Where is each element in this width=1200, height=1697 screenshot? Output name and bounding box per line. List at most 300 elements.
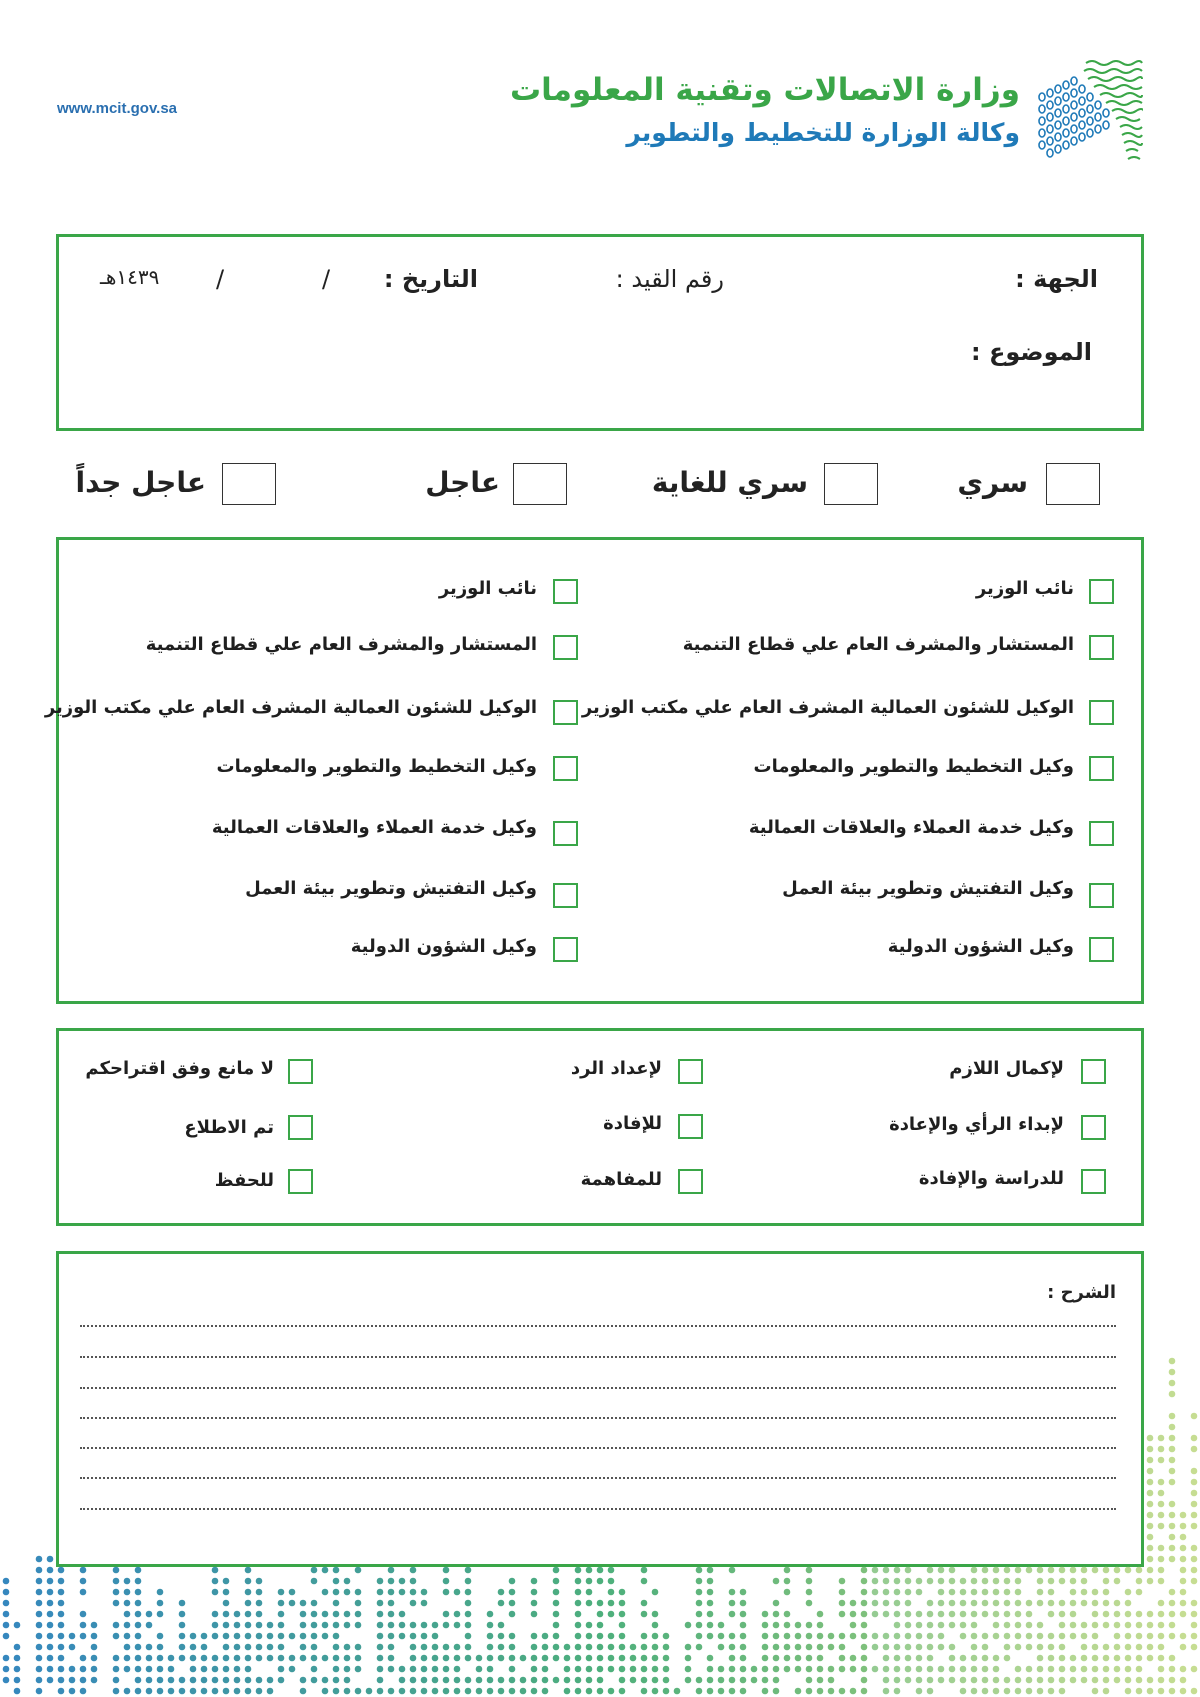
pattern-dot bbox=[1147, 1677, 1154, 1684]
pattern-dot bbox=[498, 1633, 505, 1640]
pattern-dot bbox=[685, 1644, 692, 1651]
pattern-dot bbox=[1169, 1688, 1176, 1695]
pattern-dot bbox=[135, 1633, 142, 1640]
pattern-dot bbox=[850, 1611, 857, 1618]
pattern-dot bbox=[575, 1567, 582, 1574]
recipient-left-checkbox[interactable] bbox=[553, 700, 578, 725]
recipient-right-label: المستشار والمشرف العام علي قطاع التنمية bbox=[682, 634, 1074, 655]
recipient-right-checkbox[interactable] bbox=[1089, 937, 1114, 962]
pattern-dot bbox=[69, 1666, 76, 1673]
pattern-dot bbox=[740, 1677, 747, 1684]
pattern-dot bbox=[586, 1633, 593, 1640]
pattern-dot bbox=[146, 1644, 153, 1651]
pattern-dot bbox=[465, 1677, 472, 1684]
pattern-dot bbox=[410, 1666, 417, 1673]
pattern-dot bbox=[267, 1633, 274, 1640]
pattern-dot bbox=[234, 1655, 241, 1662]
pattern-dot bbox=[1191, 1578, 1198, 1585]
recipient-left-checkbox[interactable] bbox=[553, 821, 578, 846]
pattern-dot bbox=[245, 1589, 252, 1596]
pattern-dot bbox=[300, 1622, 307, 1629]
pattern-dot bbox=[377, 1578, 384, 1585]
pattern-dot bbox=[883, 1589, 890, 1596]
pattern-dot bbox=[784, 1578, 791, 1585]
pattern-dot bbox=[894, 1666, 901, 1673]
pattern-dot bbox=[212, 1611, 219, 1618]
pattern-dot bbox=[366, 1688, 373, 1695]
pattern-dot bbox=[817, 1611, 824, 1618]
pattern-dot bbox=[564, 1644, 571, 1651]
pattern-dot bbox=[410, 1622, 417, 1629]
pattern-dot bbox=[542, 1688, 549, 1695]
action-right-label: للدراسة والإفادة bbox=[918, 1168, 1064, 1189]
pattern-dot bbox=[1136, 1633, 1143, 1640]
classification-secret-box[interactable] bbox=[1046, 463, 1100, 505]
recipient-right-checkbox[interactable] bbox=[1089, 579, 1114, 604]
pattern-dot bbox=[1147, 1490, 1154, 1497]
pattern-dot bbox=[113, 1666, 120, 1673]
recipient-left-label: وكيل التفتيش وتطوير بيئة العمل bbox=[245, 878, 537, 899]
recipient-left-checkbox[interactable] bbox=[553, 579, 578, 604]
pattern-dot bbox=[113, 1655, 120, 1662]
pattern-dot bbox=[124, 1688, 131, 1695]
pattern-dot bbox=[1147, 1633, 1154, 1640]
pattern-dot bbox=[223, 1677, 230, 1684]
pattern-dot bbox=[311, 1666, 318, 1673]
pattern-dot bbox=[355, 1655, 362, 1662]
pattern-dot bbox=[553, 1633, 560, 1640]
pattern-dot bbox=[1059, 1655, 1066, 1662]
pattern-dot bbox=[905, 1622, 912, 1629]
date-slash-2: / bbox=[216, 265, 225, 293]
pattern-dot bbox=[1070, 1611, 1077, 1618]
pattern-dot bbox=[685, 1666, 692, 1673]
pattern-dot bbox=[1169, 1655, 1176, 1662]
pattern-dot bbox=[586, 1666, 593, 1673]
pattern-dot bbox=[344, 1688, 351, 1695]
recipient-right-checkbox[interactable] bbox=[1089, 883, 1114, 908]
pattern-dot bbox=[289, 1589, 296, 1596]
pattern-dot bbox=[806, 1655, 813, 1662]
pattern-dot bbox=[135, 1611, 142, 1618]
pattern-dot bbox=[80, 1567, 87, 1574]
pattern-dot bbox=[1191, 1413, 1198, 1420]
pattern-dot bbox=[124, 1611, 131, 1618]
pattern-dot bbox=[498, 1677, 505, 1684]
pattern-dot bbox=[1070, 1567, 1077, 1574]
pattern-dot bbox=[1180, 1600, 1187, 1607]
pattern-dot bbox=[718, 1622, 725, 1629]
pattern-dot bbox=[36, 1567, 43, 1574]
pattern-dot bbox=[520, 1688, 527, 1695]
pattern-dot bbox=[256, 1589, 263, 1596]
pattern-dot bbox=[1103, 1589, 1110, 1596]
pattern-dot bbox=[905, 1633, 912, 1640]
pattern-dot bbox=[894, 1633, 901, 1640]
pattern-dot bbox=[916, 1644, 923, 1651]
pattern-dot bbox=[432, 1655, 439, 1662]
pattern-dot bbox=[256, 1611, 263, 1618]
pattern-dot bbox=[927, 1611, 934, 1618]
recipient-right-checkbox[interactable] bbox=[1089, 700, 1114, 725]
action-left-checkbox[interactable] bbox=[288, 1169, 313, 1194]
pattern-dot bbox=[1191, 1567, 1198, 1574]
pattern-dot bbox=[806, 1622, 813, 1629]
pattern-dot bbox=[47, 1644, 54, 1651]
pattern-dot bbox=[894, 1589, 901, 1596]
pattern-dot bbox=[355, 1611, 362, 1618]
pattern-dot bbox=[861, 1644, 868, 1651]
pattern-dot bbox=[1147, 1688, 1154, 1695]
recipient-left-checkbox[interactable] bbox=[553, 756, 578, 781]
pattern-dot bbox=[850, 1666, 857, 1673]
pattern-dot bbox=[223, 1578, 230, 1585]
pattern-dot bbox=[531, 1666, 538, 1673]
pattern-dot bbox=[1180, 1556, 1187, 1563]
recipient-left-checkbox[interactable] bbox=[553, 635, 578, 660]
action-middle-checkbox[interactable] bbox=[678, 1059, 703, 1084]
pattern-dot bbox=[960, 1666, 967, 1673]
pattern-dot bbox=[949, 1622, 956, 1629]
pattern-dot bbox=[1114, 1666, 1121, 1673]
pattern-dot bbox=[1004, 1589, 1011, 1596]
pattern-dot bbox=[1169, 1534, 1176, 1541]
pattern-dot bbox=[47, 1578, 54, 1585]
pattern-dot bbox=[531, 1677, 538, 1684]
pattern-dot bbox=[333, 1622, 340, 1629]
pattern-dot bbox=[1191, 1633, 1198, 1640]
pattern-dot bbox=[729, 1611, 736, 1618]
action-left-checkbox[interactable] bbox=[288, 1059, 313, 1084]
pattern-dot bbox=[1180, 1589, 1187, 1596]
decorative-dot-pattern bbox=[0, 1330, 1200, 1697]
pattern-dot bbox=[311, 1677, 318, 1684]
ministry-name: وزارة الاتصالات وتقنية المعلومات bbox=[510, 72, 1020, 108]
pattern-dot bbox=[597, 1633, 604, 1640]
pattern-dot bbox=[850, 1622, 857, 1629]
pattern-dot bbox=[1147, 1655, 1154, 1662]
pattern-dot bbox=[762, 1622, 769, 1629]
pattern-dot bbox=[399, 1633, 406, 1640]
pattern-dot bbox=[1092, 1611, 1099, 1618]
pattern-dot bbox=[773, 1622, 780, 1629]
pattern-dot bbox=[487, 1644, 494, 1651]
recipient-right-checkbox[interactable] bbox=[1089, 635, 1114, 660]
pattern-dot bbox=[135, 1677, 142, 1684]
pattern-dot bbox=[69, 1644, 76, 1651]
pattern-dot bbox=[949, 1611, 956, 1618]
pattern-dot bbox=[157, 1666, 164, 1673]
pattern-dot bbox=[905, 1567, 912, 1574]
pattern-dot bbox=[641, 1600, 648, 1607]
pattern-dot bbox=[762, 1688, 769, 1695]
pattern-dot bbox=[1004, 1567, 1011, 1574]
pattern-dot bbox=[993, 1677, 1000, 1684]
pattern-dot bbox=[300, 1600, 307, 1607]
pattern-dot bbox=[509, 1655, 516, 1662]
pattern-dot bbox=[927, 1688, 934, 1695]
pattern-dot bbox=[344, 1666, 351, 1673]
pattern-dot bbox=[1114, 1633, 1121, 1640]
pattern-dot bbox=[1026, 1644, 1033, 1651]
recipient-right-checkbox[interactable] bbox=[1089, 821, 1114, 846]
pattern-dot bbox=[1180, 1512, 1187, 1519]
pattern-dot bbox=[1092, 1633, 1099, 1640]
pattern-dot bbox=[465, 1611, 472, 1618]
pattern-dot bbox=[850, 1600, 857, 1607]
pattern-dot bbox=[355, 1666, 362, 1673]
action-right-checkbox[interactable] bbox=[1081, 1115, 1106, 1140]
pattern-dot bbox=[971, 1600, 978, 1607]
pattern-dot bbox=[696, 1600, 703, 1607]
pattern-dot bbox=[1169, 1622, 1176, 1629]
pattern-dot bbox=[278, 1677, 285, 1684]
notes-line[interactable] bbox=[80, 1325, 1116, 1327]
pattern-dot bbox=[1180, 1644, 1187, 1651]
pattern-dot bbox=[388, 1578, 395, 1585]
pattern-dot bbox=[179, 1633, 186, 1640]
recipient-right-checkbox[interactable] bbox=[1089, 756, 1114, 781]
pattern-dot bbox=[619, 1589, 626, 1596]
pattern-dot bbox=[113, 1677, 120, 1684]
recipient-left-checkbox[interactable] bbox=[553, 937, 578, 962]
pattern-dot bbox=[498, 1600, 505, 1607]
pattern-dot bbox=[993, 1589, 1000, 1596]
pattern-dot bbox=[465, 1600, 472, 1607]
pattern-dot bbox=[443, 1677, 450, 1684]
pattern-dot bbox=[817, 1677, 824, 1684]
pattern-dot bbox=[1070, 1578, 1077, 1585]
pattern-dot bbox=[1158, 1622, 1165, 1629]
pattern-dot bbox=[1191, 1666, 1198, 1673]
pattern-dot bbox=[619, 1655, 626, 1662]
pattern-dot bbox=[1191, 1468, 1198, 1475]
pattern-dot bbox=[454, 1644, 461, 1651]
pattern-dot bbox=[421, 1677, 428, 1684]
pattern-dot bbox=[1048, 1600, 1055, 1607]
pattern-dot bbox=[1103, 1644, 1110, 1651]
pattern-dot bbox=[157, 1644, 164, 1651]
pattern-dot bbox=[201, 1644, 208, 1651]
pattern-dot bbox=[157, 1677, 164, 1684]
pattern-dot bbox=[850, 1655, 857, 1662]
pattern-dot bbox=[1136, 1578, 1143, 1585]
pattern-dot bbox=[256, 1688, 263, 1695]
pattern-dot bbox=[421, 1633, 428, 1640]
pattern-dot bbox=[707, 1622, 714, 1629]
pattern-dot bbox=[168, 1666, 175, 1673]
pattern-dot bbox=[949, 1644, 956, 1651]
pattern-dot bbox=[707, 1677, 714, 1684]
pattern-dot bbox=[795, 1666, 802, 1673]
recipient-left-label: وكيل التخطيط والتطوير والمعلومات bbox=[216, 756, 537, 777]
pattern-dot bbox=[234, 1688, 241, 1695]
pattern-dot bbox=[80, 1589, 87, 1596]
pattern-dot bbox=[905, 1611, 912, 1618]
pattern-dot bbox=[1147, 1479, 1154, 1486]
pattern-dot bbox=[696, 1677, 703, 1684]
pattern-dot bbox=[696, 1578, 703, 1585]
registration-label: رقم القيد : bbox=[615, 265, 724, 293]
pattern-dot bbox=[58, 1622, 65, 1629]
pattern-dot bbox=[223, 1655, 230, 1662]
pattern-dot bbox=[762, 1677, 769, 1684]
date-year: ١٤٣٩هـ bbox=[100, 265, 160, 289]
pattern-dot bbox=[234, 1666, 241, 1673]
pattern-dot bbox=[1092, 1567, 1099, 1574]
pattern-dot bbox=[916, 1633, 923, 1640]
classification-very-urgent-box[interactable] bbox=[222, 463, 276, 505]
pattern-dot bbox=[58, 1578, 65, 1585]
pattern-dot bbox=[938, 1578, 945, 1585]
website-url[interactable]: www.mcit.gov.sa bbox=[57, 100, 178, 117]
pattern-dot bbox=[157, 1655, 164, 1662]
pattern-dot bbox=[773, 1688, 780, 1695]
pattern-dot bbox=[1081, 1589, 1088, 1596]
pattern-dot bbox=[135, 1655, 142, 1662]
pattern-dot bbox=[883, 1600, 890, 1607]
pattern-dot bbox=[1147, 1446, 1154, 1453]
pattern-dot bbox=[597, 1644, 604, 1651]
pattern-dot bbox=[377, 1589, 384, 1596]
pattern-dot bbox=[729, 1589, 736, 1596]
pattern-dot bbox=[157, 1688, 164, 1695]
pattern-dot bbox=[927, 1578, 934, 1585]
pattern-dot bbox=[839, 1688, 846, 1695]
pattern-dot bbox=[630, 1677, 637, 1684]
pattern-dot bbox=[1169, 1600, 1176, 1607]
pattern-dot bbox=[1070, 1600, 1077, 1607]
pattern-dot bbox=[993, 1633, 1000, 1640]
pattern-dot bbox=[1158, 1655, 1165, 1662]
pattern-dot bbox=[157, 1611, 164, 1618]
action-left-checkbox[interactable] bbox=[288, 1115, 313, 1140]
pattern-dot bbox=[190, 1666, 197, 1673]
pattern-dot bbox=[1158, 1523, 1165, 1530]
pattern-dot bbox=[399, 1622, 406, 1629]
pattern-dot bbox=[1037, 1600, 1044, 1607]
pattern-dot bbox=[971, 1611, 978, 1618]
pattern-dot bbox=[696, 1567, 703, 1574]
pattern-dot bbox=[311, 1622, 318, 1629]
pattern-dot bbox=[608, 1578, 615, 1585]
pattern-dot bbox=[69, 1688, 76, 1695]
pattern-dot bbox=[1191, 1600, 1198, 1607]
pattern-dot bbox=[201, 1666, 208, 1673]
pattern-dot bbox=[916, 1655, 923, 1662]
pattern-dot bbox=[696, 1622, 703, 1629]
pattern-dot bbox=[872, 1578, 879, 1585]
action-left-label: للحفظ bbox=[214, 1170, 274, 1191]
pattern-dot bbox=[652, 1633, 659, 1640]
pattern-dot bbox=[487, 1666, 494, 1673]
pattern-dot bbox=[388, 1600, 395, 1607]
pattern-dot bbox=[333, 1688, 340, 1695]
pattern-dot bbox=[355, 1567, 362, 1574]
pattern-dot bbox=[135, 1644, 142, 1651]
pattern-dot bbox=[377, 1666, 384, 1673]
pattern-dot bbox=[872, 1589, 879, 1596]
action-middle-checkbox[interactable] bbox=[678, 1114, 703, 1139]
pattern-dot bbox=[399, 1666, 406, 1673]
pattern-dot bbox=[1048, 1677, 1055, 1684]
pattern-dot bbox=[443, 1666, 450, 1673]
pattern-dot bbox=[839, 1611, 846, 1618]
pattern-dot bbox=[740, 1600, 747, 1607]
pattern-dot bbox=[586, 1567, 593, 1574]
pattern-dot bbox=[289, 1600, 296, 1607]
pattern-dot bbox=[707, 1567, 714, 1574]
pattern-dot bbox=[498, 1644, 505, 1651]
pattern-dot bbox=[1048, 1567, 1055, 1574]
pattern-dot bbox=[58, 1655, 65, 1662]
pattern-dot bbox=[916, 1688, 923, 1695]
pattern-dot bbox=[465, 1633, 472, 1640]
recipient-left-label: وكيل الشؤون الدولية bbox=[350, 936, 537, 957]
pattern-dot bbox=[344, 1644, 351, 1651]
pattern-dot bbox=[179, 1677, 186, 1684]
pattern-dot bbox=[740, 1644, 747, 1651]
classification-urgent-box[interactable] bbox=[513, 463, 567, 505]
pattern-dot bbox=[1004, 1622, 1011, 1629]
pattern-dot bbox=[1103, 1677, 1110, 1684]
pattern-dot bbox=[795, 1633, 802, 1640]
pattern-dot bbox=[971, 1688, 978, 1695]
pattern-dot bbox=[388, 1622, 395, 1629]
pattern-dot bbox=[454, 1622, 461, 1629]
pattern-dot bbox=[1125, 1633, 1132, 1640]
pattern-dot bbox=[432, 1688, 439, 1695]
pattern-dot bbox=[531, 1688, 538, 1695]
pattern-dot bbox=[1059, 1578, 1066, 1585]
pattern-dot bbox=[245, 1677, 252, 1684]
action-right-checkbox[interactable] bbox=[1081, 1169, 1106, 1194]
pattern-dot bbox=[1059, 1688, 1066, 1695]
pattern-dot bbox=[1070, 1589, 1077, 1596]
pattern-dot bbox=[377, 1611, 384, 1618]
pattern-dot bbox=[1048, 1589, 1055, 1596]
pattern-dot bbox=[1147, 1567, 1154, 1574]
action-middle-checkbox[interactable] bbox=[678, 1169, 703, 1194]
pattern-dot bbox=[1092, 1666, 1099, 1673]
pattern-dot bbox=[597, 1666, 604, 1673]
pattern-dot bbox=[311, 1567, 318, 1574]
pattern-dot bbox=[223, 1666, 230, 1673]
recipient-right-label: وكيل خدمة العملاء والعلاقات العمالية bbox=[748, 817, 1074, 838]
pattern-dot bbox=[245, 1688, 252, 1695]
pattern-dot bbox=[696, 1633, 703, 1640]
pattern-dot bbox=[1169, 1512, 1176, 1519]
pattern-dot bbox=[872, 1633, 879, 1640]
pattern-dot bbox=[245, 1600, 252, 1607]
pattern-dot bbox=[740, 1633, 747, 1640]
pattern-dot bbox=[1015, 1622, 1022, 1629]
pattern-dot bbox=[1158, 1666, 1165, 1673]
pattern-dot bbox=[223, 1611, 230, 1618]
pattern-dot bbox=[201, 1677, 208, 1684]
pattern-dot bbox=[1158, 1633, 1165, 1640]
pattern-dot bbox=[1158, 1512, 1165, 1519]
pattern-dot bbox=[597, 1611, 604, 1618]
recipient-left-checkbox[interactable] bbox=[553, 883, 578, 908]
action-right-checkbox[interactable] bbox=[1081, 1059, 1106, 1084]
pattern-dot bbox=[278, 1644, 285, 1651]
pattern-dot bbox=[113, 1567, 120, 1574]
pattern-dot bbox=[861, 1600, 868, 1607]
pattern-dot bbox=[245, 1622, 252, 1629]
pattern-dot bbox=[1125, 1600, 1132, 1607]
classification-top-secret-box[interactable] bbox=[824, 463, 878, 505]
